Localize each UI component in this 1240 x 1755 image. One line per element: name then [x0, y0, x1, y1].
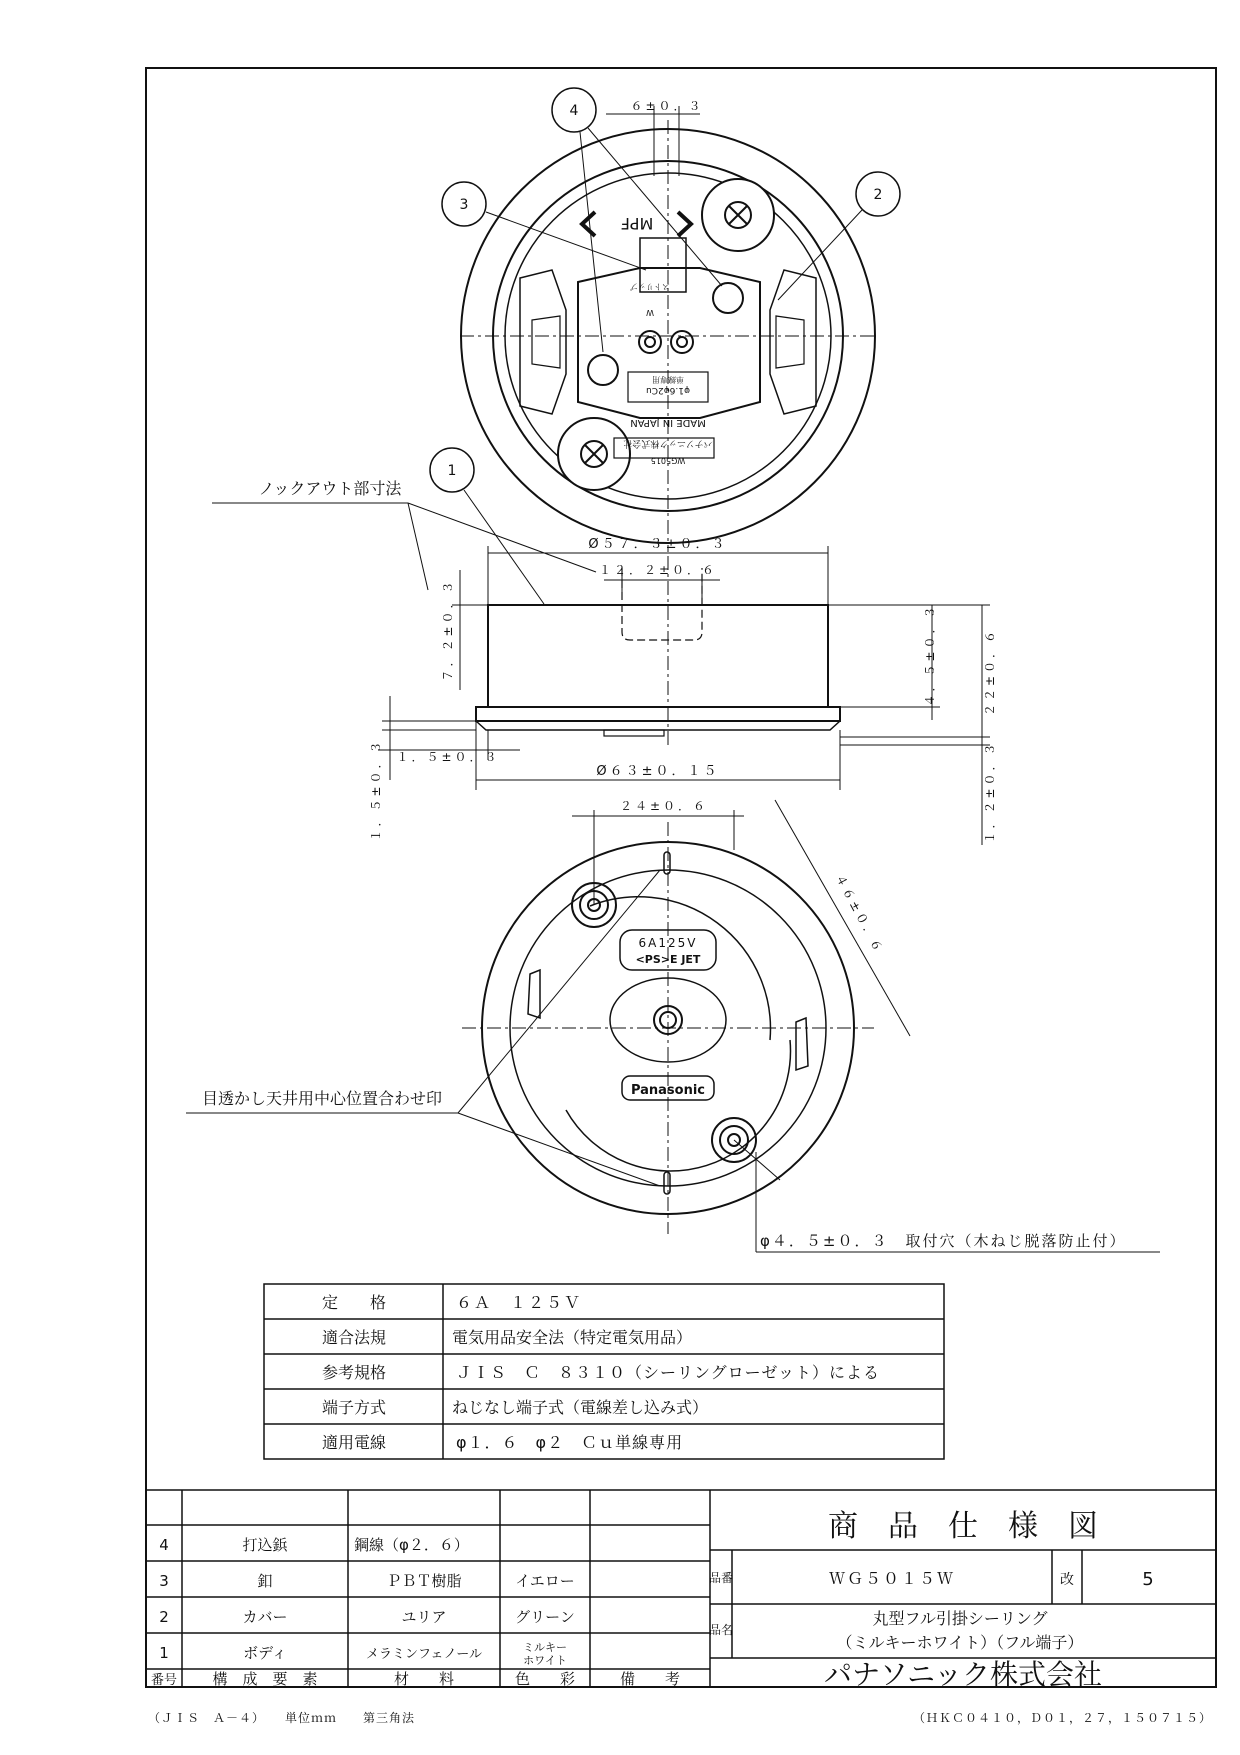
- company-name: パナソニック株式会社: [823, 1658, 1103, 1691]
- callout-3-number: 3: [459, 197, 469, 213]
- spec-label-3: 端子方式: [321, 1398, 387, 1417]
- spec-label-0: 定 格: [321, 1293, 387, 1312]
- callout-1-number: 1: [447, 463, 457, 479]
- dim-flange-v-text: １．５±０．３: [369, 738, 383, 842]
- side-view: [476, 568, 840, 736]
- callout-3: [442, 182, 646, 270]
- dim-height7-text: ７．２±０．３: [441, 578, 455, 682]
- screw-boss-bottom-left: [558, 418, 630, 490]
- header-remarks: 備 考: [619, 1670, 681, 1688]
- dim-top-width-text: ６±０．３: [630, 99, 704, 113]
- dim-flange12-text: １．２±０．３: [983, 740, 997, 844]
- part-color-3: ミルキーホワイト: [523, 1641, 567, 1667]
- mpf-mark: MPF: [620, 214, 654, 233]
- dim-height4-text: ４．５±０．３: [923, 603, 937, 707]
- dim-hole-pitch-text: ２４±０．６: [619, 799, 709, 813]
- spec-value-0: ６Ａ １２５Ｖ: [456, 1293, 583, 1312]
- spec-value-1: 電気用品安全法（特定電気用品）: [452, 1328, 693, 1347]
- dim-height22-text: ２２±０．６: [983, 627, 997, 717]
- knockout-leader: [212, 503, 596, 590]
- rev-label: 改: [1060, 1572, 1074, 1588]
- dim-dia57-text: Ø５７．３±０．３: [588, 537, 728, 552]
- dim-dia63-text: Ø６３±０．１５: [596, 764, 720, 779]
- top-view-centerlines: [460, 120, 876, 552]
- header-component: 構 成 要 素: [212, 1670, 318, 1688]
- spec-value-3: ねじなし端子式（電線差し込み式）: [452, 1398, 709, 1417]
- rating-mark: 6A125V: [638, 936, 698, 950]
- product-name-line2: （ミルキーホワイト）（フル端子）: [836, 1633, 1084, 1652]
- header-no: 番号: [150, 1673, 178, 1688]
- product-name-line1: 丸型フル引掛シーリング: [872, 1609, 1048, 1628]
- footer-right: （ＨＫＣ０４１０，Ｄ０１，２７，１５０７１５）: [912, 1711, 1212, 1725]
- mounting-hole-label: φ４．５±０．３ 取付穴（木ねじ脱落防止付）: [760, 1232, 1127, 1250]
- part-no-1: 3: [159, 1572, 169, 1590]
- part-material-1: ＰＢＴ樹脂: [386, 1572, 462, 1590]
- part-component-3: ボディ: [243, 1644, 287, 1662]
- dim-flange-h-text: １．５±０．３: [396, 750, 500, 764]
- screw-boss-top-right: [702, 179, 774, 251]
- part-component-1: 釦: [257, 1572, 273, 1590]
- pse-mark: <PS>E JET: [635, 953, 701, 966]
- part-component-2: カバー: [242, 1608, 288, 1626]
- part-no-0: 4: [159, 1536, 169, 1554]
- model-small-mark: WG5015: [650, 456, 686, 465]
- wire-note-mark: φ1.6φ2Cu: [646, 385, 690, 395]
- spec-label-4: 適用電線: [321, 1433, 387, 1452]
- title: 商 品 仕 様 図: [828, 1509, 1098, 1544]
- spec-value-2: ＪＩＳ Ｃ ８３１０（シーリングローゼット）による: [456, 1363, 881, 1382]
- header-color: 色 彩: [514, 1670, 576, 1688]
- model-label: 品番: [708, 1571, 734, 1585]
- callout-2-number: 2: [873, 187, 883, 203]
- part-material-0: 鋼線（φ２．６）: [354, 1536, 469, 1554]
- part-component-0: 打込鋲: [242, 1536, 288, 1554]
- made-in-japan-mark: MADE IN JAPAN: [630, 417, 706, 428]
- header-material: 材 料: [393, 1670, 455, 1688]
- dim-knockout-width-text: １２．２±０．６: [598, 563, 718, 577]
- spec-label-2: 参考規格: [321, 1363, 387, 1382]
- model-number: ＷＧ５０１５Ｗ: [828, 1569, 956, 1588]
- spec-value-4: φ１．６ φ２ Ｃｕ単線専用: [456, 1433, 684, 1452]
- strip-mark: ストリップ: [630, 282, 670, 291]
- dim-diag46-text: ４６±０．６: [832, 871, 887, 957]
- center-mark-label: 目透かし天井用中心位置合わせ印: [201, 1089, 443, 1108]
- part-material-3: メラミンフェノール: [366, 1647, 482, 1662]
- name-label: 品名: [708, 1623, 734, 1637]
- part-color-1: イエロー: [515, 1572, 575, 1590]
- w-mark: W: [646, 308, 654, 317]
- brand-mark: Panasonic: [630, 1083, 706, 1098]
- callout-4-number: 4: [569, 103, 579, 119]
- part-no-3: 1: [159, 1644, 169, 1662]
- footer-left: （ＪＩＳ Ａ－４） 単位ｍｍ 第三角法: [148, 1711, 416, 1725]
- wire-note2-mark: 単線専用: [652, 375, 684, 384]
- part-material-2: ユリア: [401, 1608, 447, 1626]
- knockout-label: ノックアウト部寸法: [258, 479, 402, 498]
- rev-number: 5: [1142, 1569, 1154, 1590]
- spec-label-1: 適合法規: [321, 1328, 387, 1347]
- maker-mark: パナソニック株式会社: [623, 438, 713, 448]
- part-color-2: グリーン: [515, 1608, 575, 1626]
- bottom-view-centerlines: [462, 822, 874, 1234]
- part-no-2: 2: [159, 1608, 169, 1626]
